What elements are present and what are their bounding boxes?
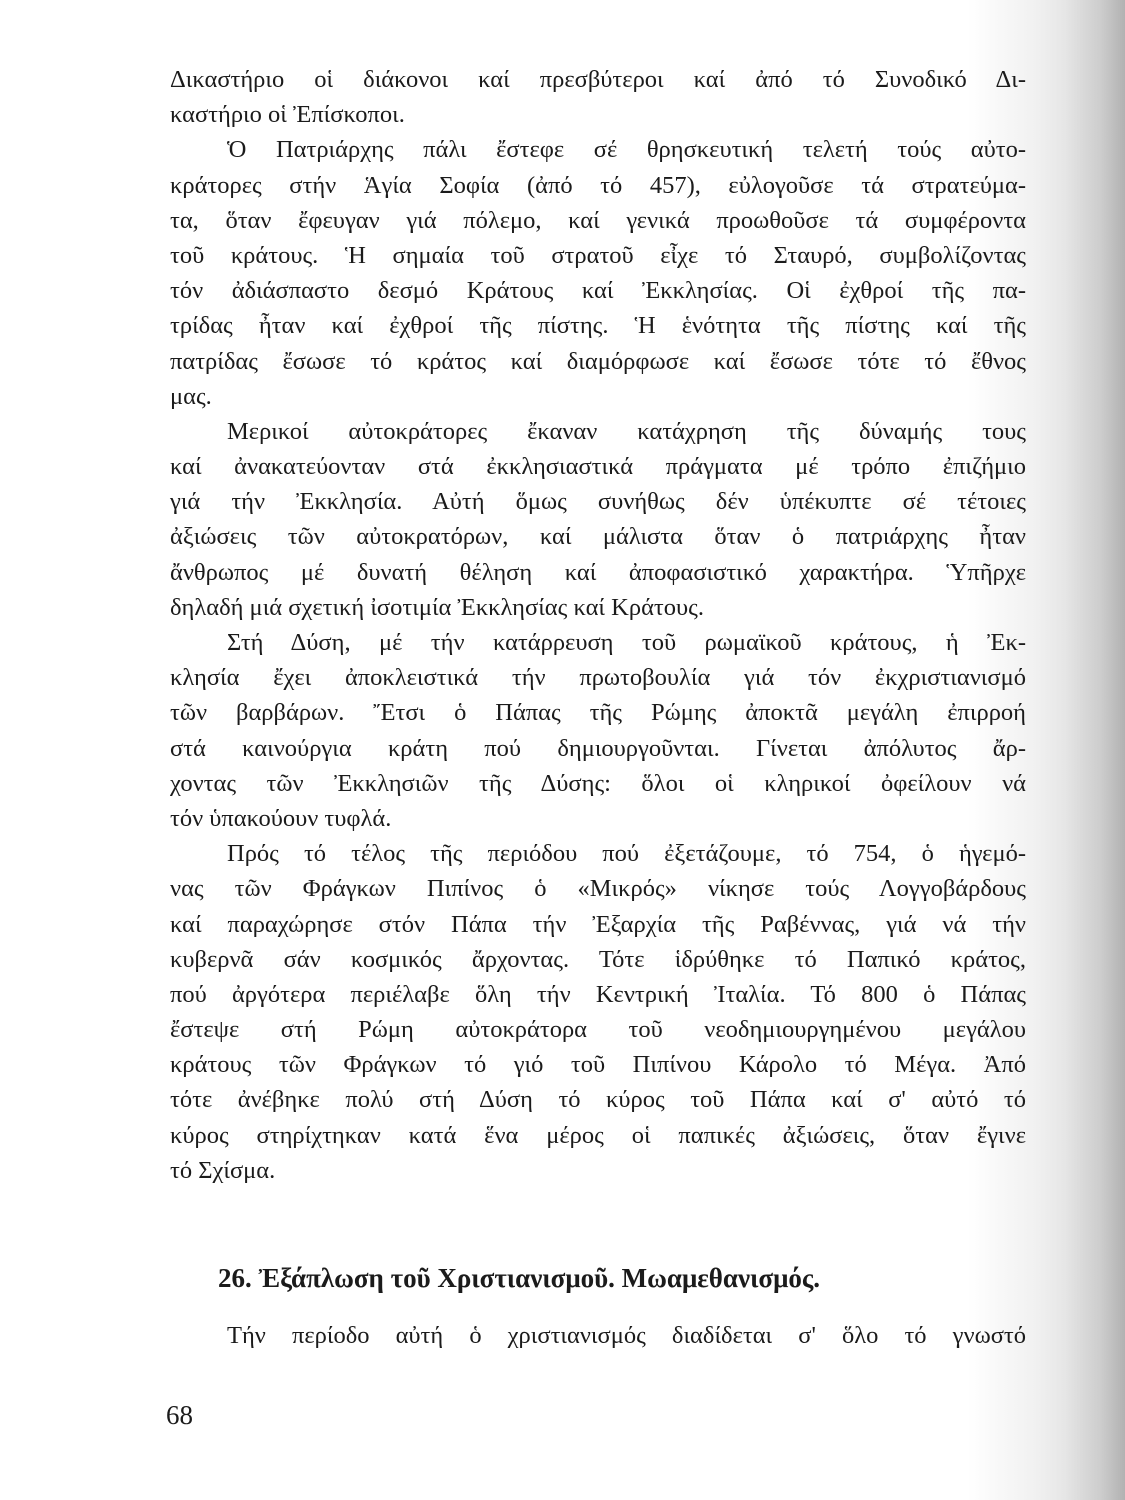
- text-line: Δικαστήριο οἱ διάκονοι καί πρεσβύτεροι καί ἀπό τό Συνοδικό Δι-: [170, 66, 1026, 93]
- text-line: τόν ὑπακούουν τυφλά.: [170, 804, 392, 832]
- text-line: κράτους τῶν Φράγκων τό γιό τοῦ Πιπίνου Κάρολο τό Μέγα. Ἀπό: [170, 1051, 1026, 1079]
- text-line: Πρός τό τέλος τῆς περιόδου πού ἐξετάζουμε, τό 754, ὁ ἡγεμό-: [227, 840, 1026, 868]
- paragraph-2: [170, 132, 1026, 414]
- text-line: τότε ἀνέβηκε πολύ στή Δύση τό κύρος τοῦ Πάπα καί σ' αὐτό τό: [170, 1086, 1026, 1114]
- text-line: τα, ὅταν ἔφευγαν γιά πόλεμο, καί γενικά προωθοῦσε τά συμφέροντα: [170, 206, 1026, 234]
- text-line: Στή Δύση, μέ τήν κατάρρευση τοῦ ρωμαϊκοῦ κράτους, ἡ Ἐκ-: [227, 629, 1026, 656]
- section-heading: 26. Ἐξάπλωση τοῦ Χριστιανισμοῦ. Μωαμεθανισμός.: [218, 1263, 821, 1293]
- text-line: ἔστεψε στή Ρώμη αὐτοκράτορα τοῦ νεοδημιουργημένου μεγάλου: [170, 1016, 1026, 1044]
- text-line: καί παραχώρησε στόν Πάπα τήν Ἐξαρχία τῆς Ραβέννας, γιά νά τήν: [170, 910, 1026, 938]
- text-line: τοῦ κράτους. Ἡ σημαία τοῦ στρατοῦ εἶχε τό Σταυρό, συμβολίζοντας: [170, 241, 1026, 269]
- page-number: 68: [166, 1400, 193, 1430]
- paragraph-1: [170, 62, 1026, 132]
- text-line: Τήν περίοδο αὐτή ὁ χριστιανισμός διαδίδεται σ' ὅλο τό γνωστό: [227, 1322, 1026, 1349]
- paragraph-3: [170, 414, 1026, 625]
- text-line: κράτορες στήν Ἁγία Σοφία (ἀπό τό 457), εὐλογοῦσε τά στρατεύμα-: [170, 171, 1026, 199]
- text-line: Ὁ Πατριάρχης πάλι ἔστεφε σέ θρησκευτική τελετή τούς αὐτο-: [227, 136, 1026, 164]
- page-edge-shadow: [1065, 0, 1125, 1500]
- text-line: Μερικοί αὐτοκράτορες ἔκαναν κατάχρηση τῆς δύναμής τους: [227, 417, 1026, 445]
- text-line: τῶν βαρβάρων. Ἔτσι ὁ Πάπας τῆς Ρώμης ἀποκτᾶ μεγάλη ἐπιρροή: [170, 699, 1026, 727]
- paragraph-5: [170, 836, 1026, 1188]
- text-line: πατρίδας ἔσωσε τό κράτος καί διαμόρφωσε καί ἔσωσε τότε τό ἔθνος: [170, 347, 1026, 375]
- text-line: δηλαδή μιά σχετική ἰσοτιμία Ἐκκλησίας καί Κράτους.: [170, 593, 704, 621]
- text-line: μας.: [170, 382, 212, 410]
- text-line: καστήριο οἱ Ἐπίσκοποι.: [170, 101, 405, 129]
- text-line: κυβερνᾶ σάν κοσμικός ἄρχοντας. Τότε ἱδρύθηκε τό Παπικό κράτος,: [170, 945, 1026, 973]
- text-line: καί ἀνακατεύονταν στά ἐκκλησιαστικά πράγματα μέ τρόπο ἐπιζήμιο: [170, 453, 1026, 481]
- text-line: στά καινούργια κράτη πού δημιουργοῦνται. Γίνεται ἀπόλυτος ἄρ-: [170, 734, 1026, 762]
- text-line: κύρος στηρίχτηκαν κατά ἕνα μέρος οἱ παπικές ἀξιώσεις, ὅταν ἔγινε: [170, 1121, 1026, 1149]
- text-line: τόν ἀδιάσπαστο δεσμό Κράτους καί Ἐκκλησίας. Οἱ ἐχθροί τῆς πα-: [170, 277, 1026, 305]
- text-line: γιά τήν Ἐκκλησία. Αὐτή ὅμως συνήθως δέν ὑπέκυπτε σέ τέτοιες: [170, 488, 1026, 516]
- text-line: χοντας τῶν Ἐκκλησιῶν τῆς Δύσης: ὅλοι οἱ κληρικοί ὀφείλουν νά: [170, 769, 1026, 797]
- text-line: τό Σχίσμα.: [170, 1156, 276, 1184]
- paragraph-4: [170, 625, 1026, 836]
- text-line: τρίδας ἦταν καί ἐχθροί τῆς πίστης. Ἡ ἑνότητα τῆς πίστης καί τῆς: [170, 312, 1026, 340]
- text-line: ἀξιώσεις τῶν αὐτοκρατόρων, καί μάλιστα ὅταν ὁ πατριάρχης ἦταν: [170, 523, 1026, 551]
- text-line: πού ἀργότερα περιέλαβε ὅλη τήν Κεντρική Ἰταλία. Τό 800 ὁ Πάπας: [170, 980, 1026, 1008]
- paragraph-6: [170, 1318, 1026, 1353]
- body-text: [170, 62, 1026, 1188]
- text-line: κλησία ἔχει ἀποκλειστικά τήν πρωτοβουλία γιά τόν ἐκχριστιανισμό: [170, 664, 1026, 692]
- text-line: νας τῶν Φράγκων Πιπίνος ὁ «Μικρός» νίκησε τούς Λογγοβάρδους: [170, 875, 1026, 903]
- text-line: ἄνθρωπος μέ δυνατή θέληση καί ἀποφασιστικό χαρακτήρα. Ὑπῆρχε: [170, 558, 1026, 586]
